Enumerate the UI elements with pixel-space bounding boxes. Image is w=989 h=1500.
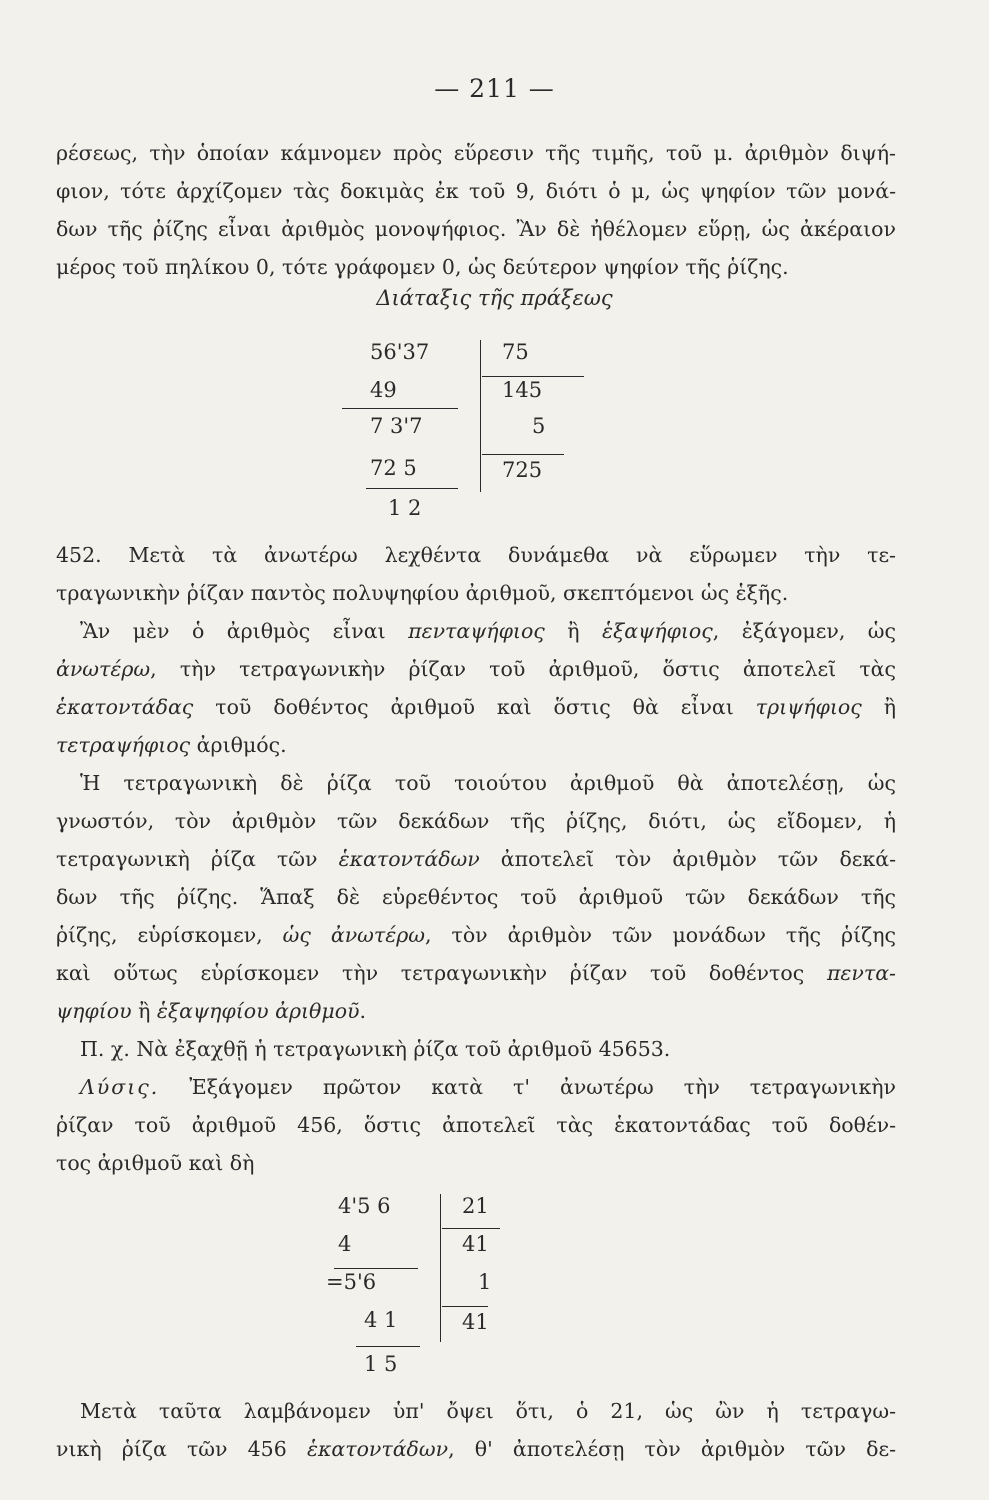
calc2-right-0: 21 — [462, 1194, 489, 1218]
calc1-rule — [482, 454, 564, 455]
text-line: Μετὰ ταῦτα λαμβάνομεν ὑπ' ὄψει ὅτι, ὁ 21, ὡς ὢν ἡ τετραγω- — [80, 1399, 896, 1423]
calc1-left-4: 1 2 — [388, 496, 422, 520]
calc1-right-2: 5 — [532, 414, 546, 438]
text-line: ρέσεως, τὴν ὁποίαν κάμνομεν πρὸς εὕρεσιν τῆς τιμῆς, τοῦ μ. ἀριθμὸν διψή- — [56, 141, 896, 165]
calc1-left-2: 7 3'7 — [370, 414, 423, 438]
calc1-left-3: 72 5 — [370, 456, 417, 480]
section-heading: Διάταξις τῆς πράξεως — [376, 286, 613, 310]
text-line: Λύσις. Ἐξάγομεν πρῶτον κατὰ τ' ἀνωτέρω τὴν τετραγωνικὴν — [80, 1075, 896, 1099]
calc2-rule — [356, 1346, 420, 1347]
text-line: τραγωνικὴν ῥίζαν παντὸς πολυψηφίου ἀριθμοῦ, σκεπτόμενοι ὡς ἑξῆς. — [56, 581, 789, 605]
calc1-rule — [482, 376, 584, 377]
calc2-left-3: 4 1 — [364, 1308, 398, 1332]
text-line: ψηφίου ἢ ἑξαψηφίου ἀριθμοῦ. — [56, 999, 367, 1023]
text-line: ἀνωτέρω, τὴν τετραγωνικὴν ῥίζαν τοῦ ἀριθμοῦ, ὅστις ἀποτελεῖ τὰς — [56, 657, 896, 681]
calc2-right-3: 41 — [462, 1310, 489, 1334]
calc1-rule — [342, 408, 458, 409]
text-line: καὶ οὕτως εὑρίσκομεν τὴν τετραγωνικὴν ῥίζαν τοῦ δοθέντος πεντα- — [56, 961, 896, 985]
calc2-rule — [442, 1228, 500, 1229]
text-line: Ἂν μὲν ὁ ἀριθμὸς εἶναι πενταψήφιος ἢ ἑξαψήφιος, ἐξάγομεν, ὡς — [80, 619, 896, 643]
text-line: γνωστόν, τὸν ἀριθμὸν τῶν δεκάδων τῆς ῥίζης, διότι, ὡς εἴδομεν, ἡ — [56, 809, 896, 833]
calc1-right-1: 145 — [502, 378, 543, 402]
text-line: μέρος τοῦ πηλίκου 0, τότε γράφομεν 0, ὡς δεύτερον ψηφίον τῆς ῥίζης. — [56, 255, 789, 279]
calc2-divider — [440, 1194, 441, 1342]
text-line: ῥίζης, εὑρίσκομεν, ὡς ἀνωτέρω, τὸν ἀριθμὸν τῶν μονάδων τῆς ῥίζης — [56, 923, 896, 947]
calc2-right-2: 1 — [478, 1270, 492, 1294]
calc2-left-4: 1 5 — [364, 1352, 398, 1376]
calc2-rule — [334, 1268, 418, 1269]
example-line: Π. χ. Νὰ ἐξαχθῇ ἡ τετραγωνικὴ ῥίζα τοῦ ἀριθμοῦ 45653. — [80, 1037, 671, 1061]
text-line: ἑκατοντάδας τοῦ δοθέντος ἀριθμοῦ καὶ ὅστις θὰ εἶναι τριψήφιος ἢ — [56, 695, 896, 719]
solution-label: Λύσις. — [80, 1075, 160, 1099]
calc1-left-0: 56'37 — [370, 340, 430, 364]
text-line: φιον, τότε ἀρχίζομεν τὰς δοκιμὰς ἐκ τοῦ 9, διότι ὁ μ, ὡς ψηφίον τῶν μονά- — [56, 179, 896, 203]
text-line: τος ἀριθμοῦ καὶ δὴ — [56, 1151, 255, 1175]
text-line: δων τῆς ῥίζης. Ἅπαξ δὲ εὑρεθέντος τοῦ ἀριθμοῦ τῶν δεκάδων τῆς — [56, 885, 896, 909]
text-line: τετραγωνικὴ ῥίζα τῶν ἑκατοντάδων ἀποτελεῖ τὸν ἀριθμὸν τῶν δεκά- — [56, 847, 896, 871]
calc2-right-1: 41 — [462, 1232, 489, 1256]
paragraph-452 — [56, 536, 896, 1182]
text-line: 452. Μετὰ τὰ ἀνωτέρω λεχθέντα δυνάμεθα νὰ εὕρωμεν τὴν τε- — [56, 543, 896, 567]
calc2-left-1: 4 — [338, 1232, 352, 1256]
intro-paragraph — [56, 134, 896, 286]
text-line: Ἡ τετραγωνικὴ δὲ ῥίζα τοῦ τοιούτου ἀριθμοῦ θὰ ἀποτελέσῃ, ὡς — [80, 771, 896, 795]
calc1-divider — [480, 340, 481, 492]
text-line: τετραψήφιος ἀριθμός. — [56, 733, 287, 757]
text-line: νικὴ ῥίζα τῶν 456 ἑκατοντάδων, θ' ἀποτελέσῃ τὸν ἀριθμὸν τῶν δε- — [56, 1437, 896, 1461]
calc2-rule — [442, 1306, 488, 1307]
calc1-right-3: 725 — [502, 458, 543, 482]
text-line: ῥίζαν τοῦ ἀριθμοῦ 456, ὅστις ἀποτελεῖ τὰς ἑκατοντάδας τοῦ δοθέν- — [56, 1113, 896, 1137]
calc2-left-2: =5'6 — [326, 1270, 377, 1294]
text-line: δων τῆς ῥίζης εἶναι ἀριθμὸς μονοψήφιος. Ἂν δὲ ἠθέλομεν εὕρῃ, ὡς ἀκέραιον — [56, 217, 896, 241]
page-number: — 211 — — [434, 74, 555, 103]
calc2-left-0: 4'5 6 — [338, 1194, 391, 1218]
final-paragraph — [56, 1392, 896, 1468]
calc1-left-1: 49 — [370, 378, 397, 402]
calc1-rule — [366, 488, 458, 489]
calc1-right-0: 75 — [502, 340, 529, 364]
